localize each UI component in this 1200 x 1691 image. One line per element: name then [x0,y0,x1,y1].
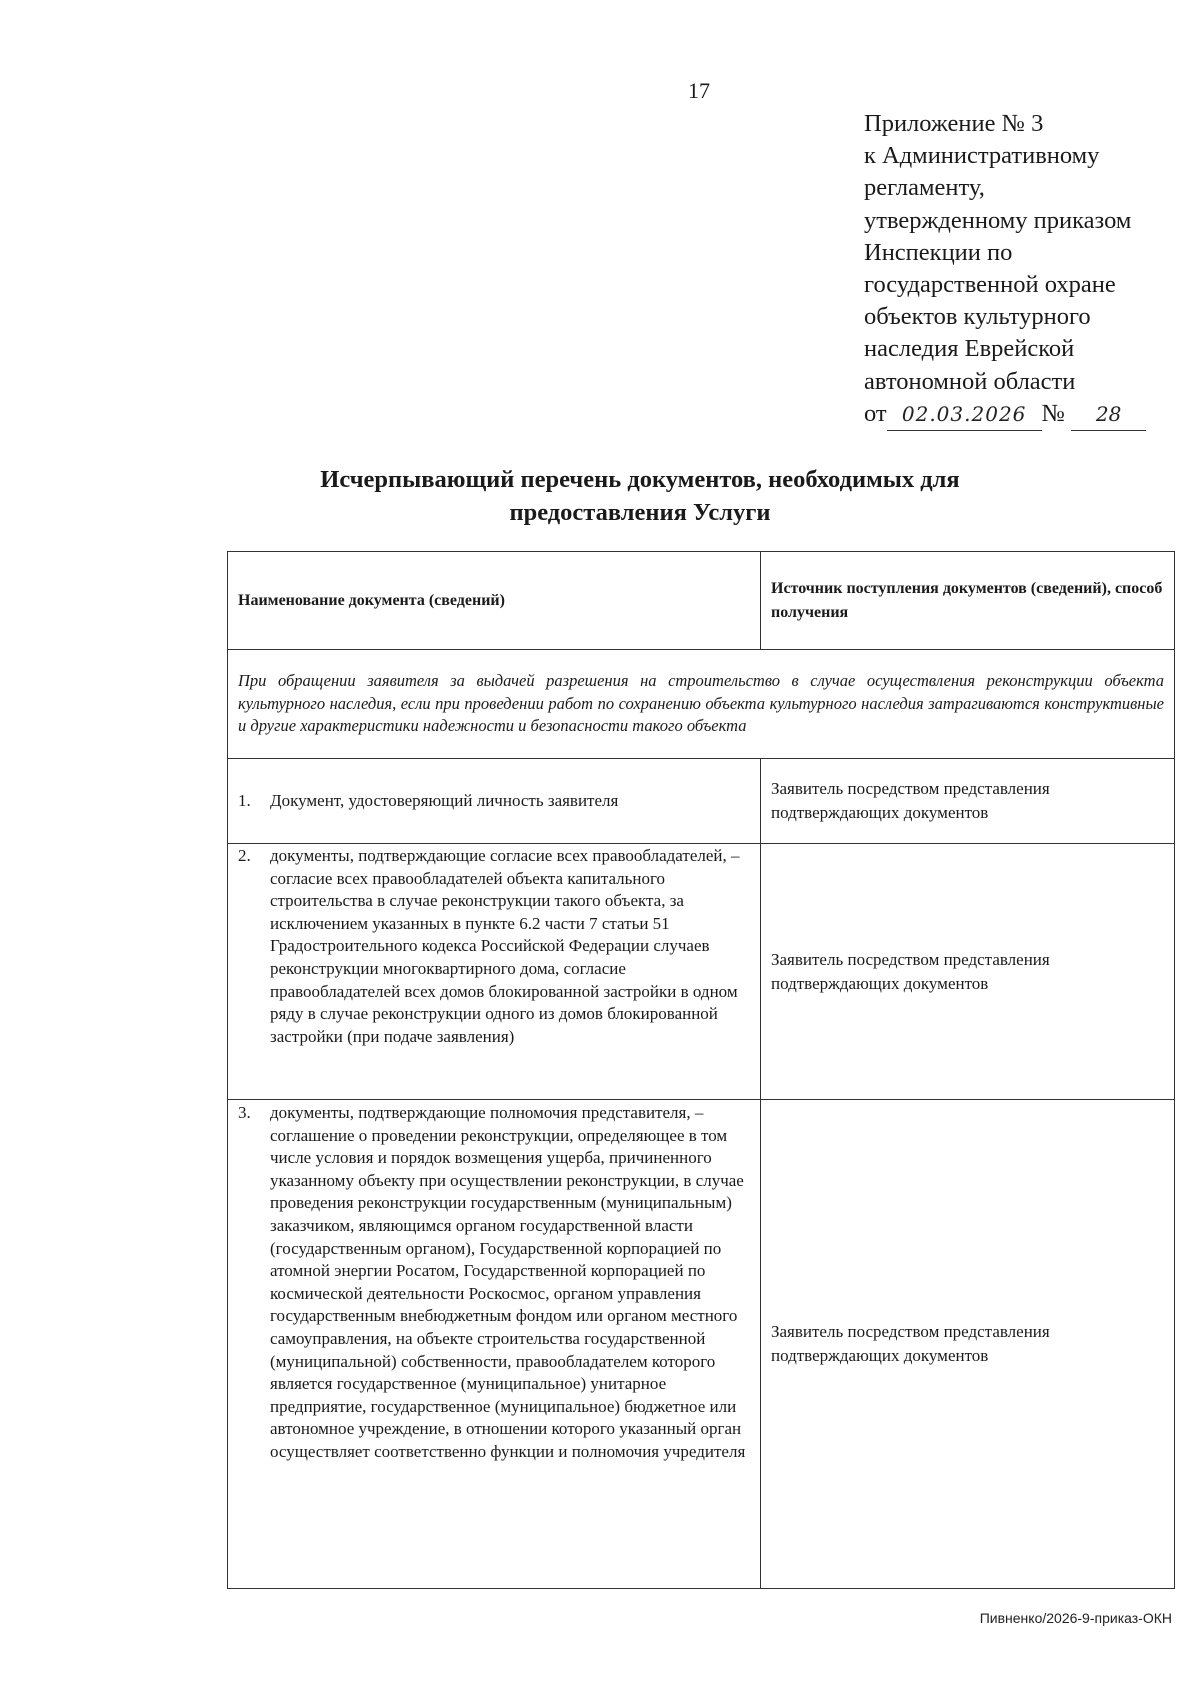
header-source: Источник поступления документов (сведений), способ получения [761,552,1175,650]
appendix-line: Инспекции по [864,238,1013,266]
appendix-line: государственной охране [864,271,1116,299]
section-row [228,650,1175,759]
documents-table [227,551,1175,1589]
page-number: 17 [688,78,710,103]
row-number: 2. [238,846,251,865]
table-row [228,759,1175,844]
handwritten-number: 28 [1071,402,1146,431]
date-number-line [864,398,1184,431]
table-row [228,844,1175,1100]
appendix-block [864,108,1184,431]
appendix-line: наследия Еврейской [864,335,1075,363]
appendix-line: автономной области [864,367,1076,395]
number-label: № [1041,399,1066,427]
document-text: Документ, удостоверяющий личность заявителя [270,790,619,810]
handwritten-date: 02.03.2026 [887,402,1042,431]
header-document-name: Наименование документа (сведений) [228,552,761,650]
row-number: 1. [238,790,251,810]
table-header-row [228,552,1175,650]
document-footer-code: Пивненко/2026-9-приказ-ОКН [979,1610,1172,1626]
document-cell [228,1100,761,1589]
row-number: 3. [238,1103,251,1122]
document-text: документы, подтверждающие полномочия представителя, – соглашение о проведении реконструкции, определяющее в том числе условия и порядок возмещения ущерба, причиненного указанному объекту при осуществлении реконструкции, в случае проведения реконструкции государственным (муниципальным) заказчиком, являющимся органом государственной власти (государственным органом), Государственной корпорацией по атомной энергии Росатом, Государственной корпорацией по космической деятельности Роскосмос, органом управления государственным внебюджетным фондом или органом местного самоуправления, на объекте строительства государственной (муниципальной) собственности, правообладателем которого является государственное (муниципальное) унитарное предприятие, государственное (муниципальное) бюджетное или автономное учреждение, в отношении которого указанный орган осуществляет соответственно функции и полномочия учредителя [270,1103,746,1461]
section-description: При обращении заявителя за выдачей разрешения на строительство в случае осуществления реконструкции объекта культурного наследия, если при проведении работ по сохранению объекта культурного наследия затрагиваются конструктивные и другие характеристики надежности и безопасности такого объекта [228,650,1175,759]
source-cell: Заявитель посредством представления подтверждающих документов [761,759,1175,844]
appendix-line: Приложение № 3 [864,110,1044,137]
source-cell: Заявитель посредством представления подтверждающих документов [761,844,1175,1100]
document-text: документы, подтверждающие согласие всех правообладателей, – согласие всех правообладателей объекта капитального строительства в случае реконструкции такого объекта, за исключением указанных в пункте 6.2 части 7 статьи 51 Градостроительного кодекса Российской Федерации случаев реконструкции многоквартирного дома, согласие правообладателей всех домов блокированной застройки в одном ряду в случае реконструкции одного из домов блокированной застройки (при подаче заявления) [270,846,740,1046]
appendix-line: регламенту, [864,174,985,202]
appendix-line: утвержденному приказом [864,206,1132,234]
source-cell: Заявитель посредством представления подтверждающих документов [761,1100,1175,1589]
from-label: от [864,399,887,427]
document-cell [228,759,761,844]
document-title: Исчерпывающий перечень документов, необходимых для предоставления Услуги [320,466,960,526]
document-cell [228,844,761,1100]
appendix-line: к Административному [864,142,1100,170]
table-row [228,1100,1175,1589]
appendix-line: объектов культурного [864,303,1091,331]
